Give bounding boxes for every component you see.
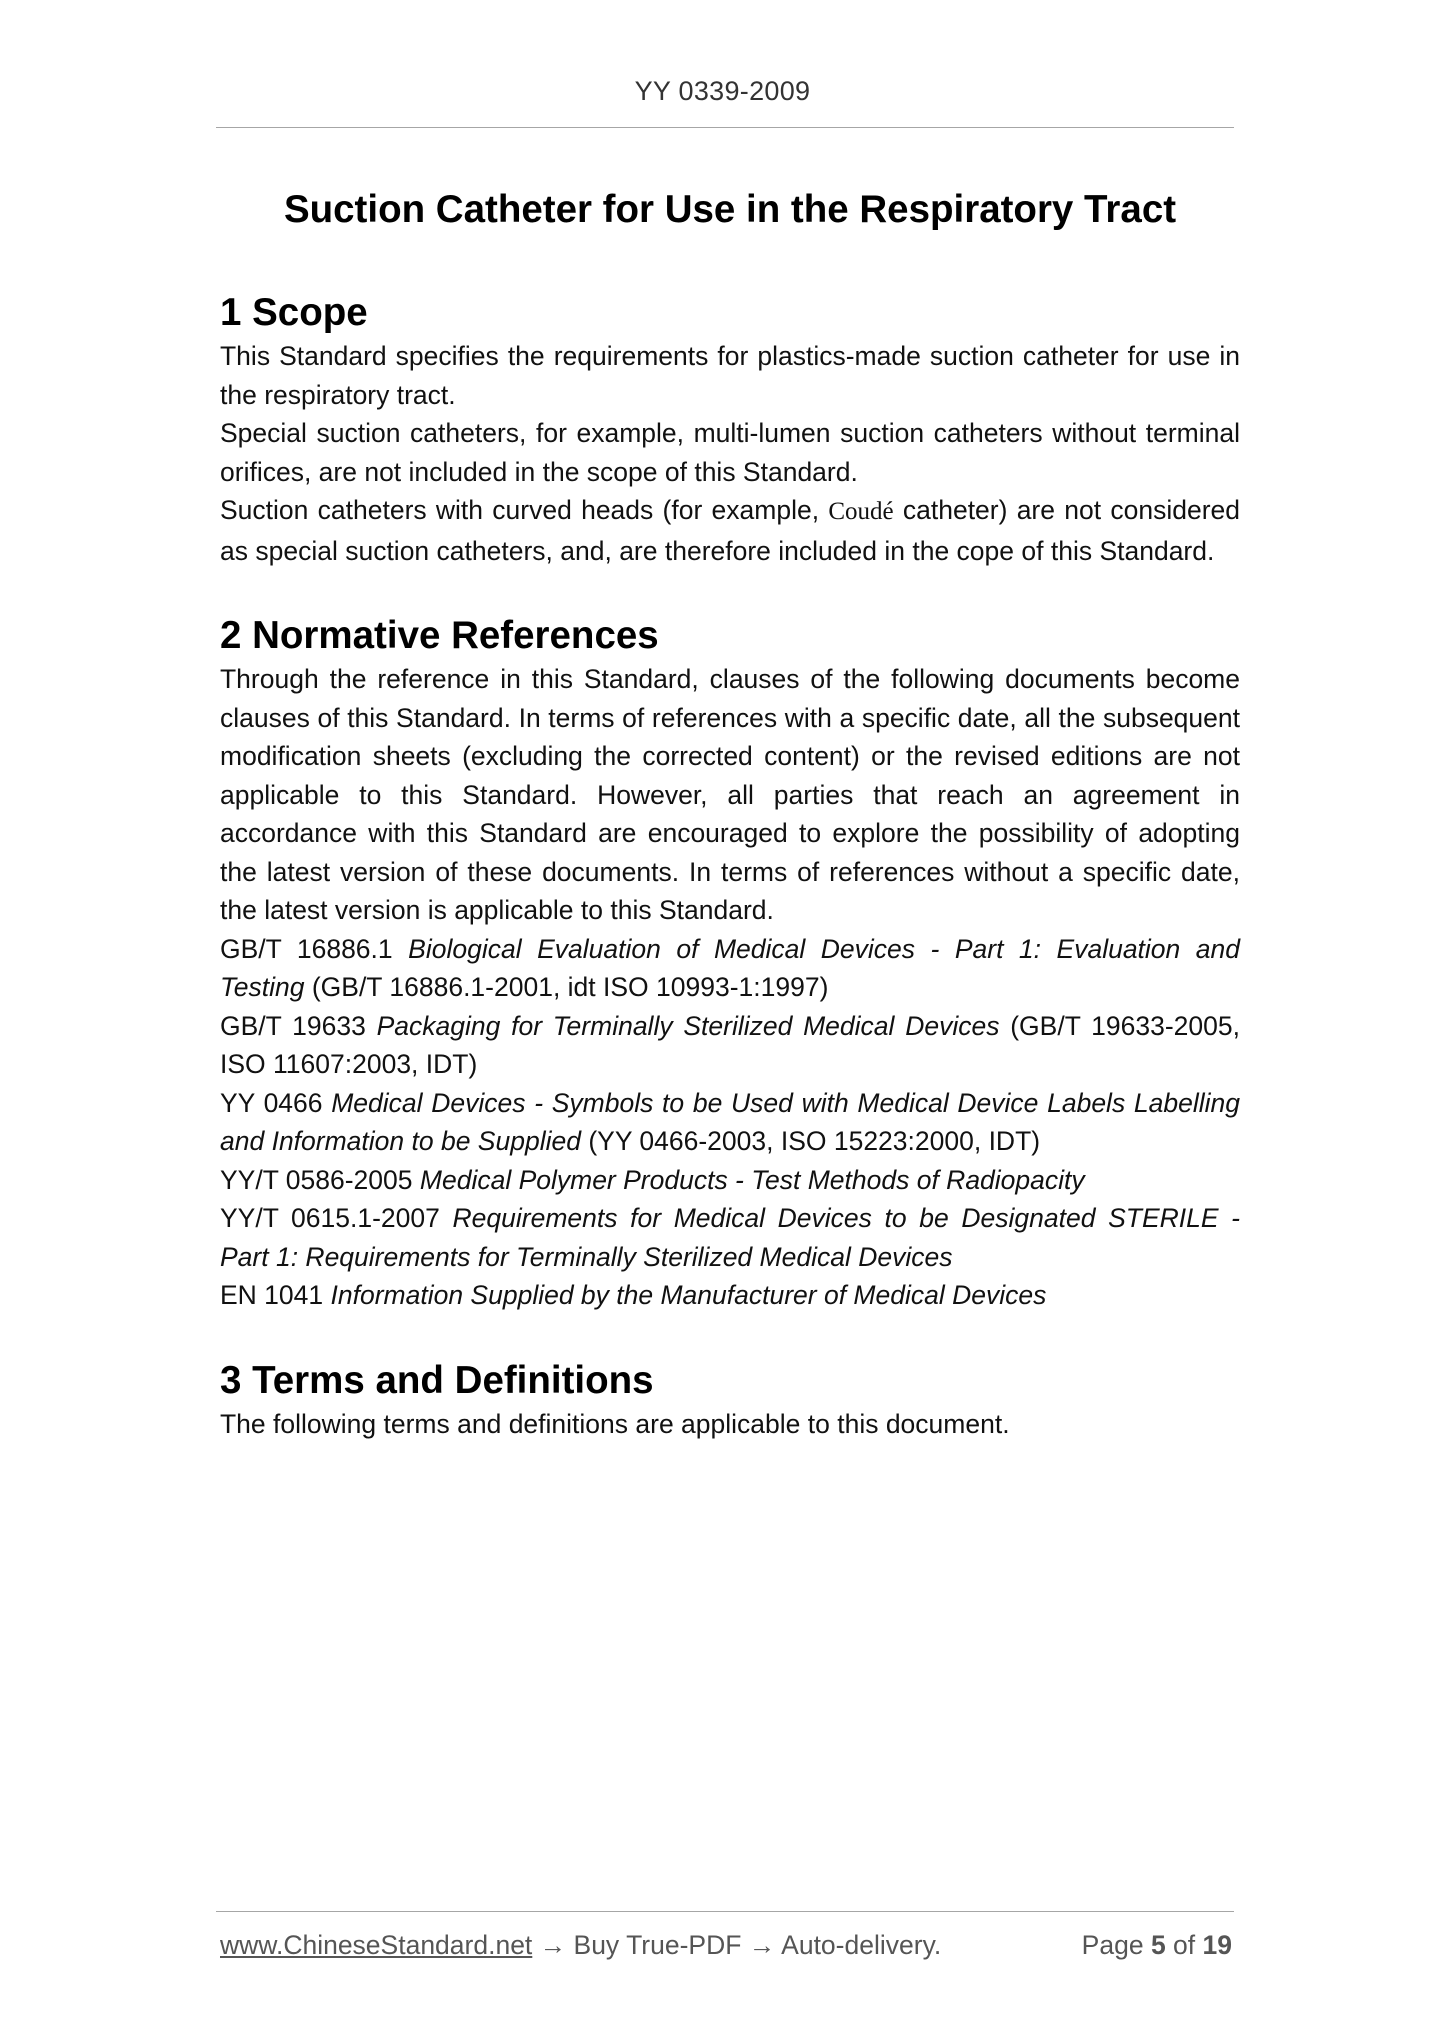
reference-code: YY 0466 [220, 1087, 332, 1118]
reference-title: Biological Evaluation of Medical Devices - Part 1: Evaluation and Testing [220, 933, 1240, 1003]
reference-code: EN 1041 [220, 1280, 331, 1311]
page-content [220, 176, 1240, 1444]
normative-intro: Through the reference in this Standard, clauses of the following documents become clauses of this Standard. In terms of references with a specific date, all the subsequent modification sheets (excluding the corrected content) or the revised editions are not applicable to this Standard. However, all parties that reach an agreement in accordance with this Standard are encouraged to explore the possibility of adopting the latest version of these documents. In terms of references without a specific date, the latest version is applicable to this Standard. [220, 664, 1240, 926]
reference-title: Requirements for Medical Devices to be Designated STERILE - Part 1: Requirements for Terminally Sterilized Medical Devices [220, 1203, 1240, 1272]
reference-suffix: (YY 0466-2003, ISO 15223:2000, IDT) [580, 1126, 1041, 1157]
scope-paragraph-3 [220, 491, 1240, 570]
header-divider [216, 127, 1234, 128]
section-heading-normative-references: 2 Normative References [220, 614, 659, 658]
page-total: 19 [1202, 1930, 1232, 1960]
reference-item [220, 1084, 1240, 1161]
reference-item [220, 1007, 1240, 1084]
reference-item [220, 1199, 1240, 1276]
scope-paragraph-1: This Standard specifies the requirements for plastics-made suction catheter for use in the respiratory tract. [220, 341, 1240, 410]
reference-suffix: (GB/T 19633-2005, ISO 11607:2003, IDT) [220, 1010, 1241, 1080]
reference-title: Medical Devices - Symbols to be Used with Medical Device Labels Labelling and Information to be Supplied [220, 1087, 1240, 1157]
page-number [1082, 1930, 1232, 1961]
footer-left [220, 1930, 941, 1961]
footer-divider [216, 1911, 1234, 1912]
reference-code: YY/T 0586-2005 [220, 1164, 420, 1195]
scope-p3-lead: Suction catheters with curved heads (for example, [220, 495, 829, 526]
of-label: of [1165, 1930, 1203, 1960]
page-footer [220, 1930, 1232, 1970]
document-title: Suction Catheter for Use in the Respiratory Tract [283, 188, 1177, 231]
scope-p3-rest: catheter) are not considered as special suction catheters, and, are therefore included in the cope of this Standard. [220, 495, 1240, 566]
page-label: Page [1081, 1930, 1151, 1960]
section-heading-terms-definitions: 3 Terms and Definitions [220, 1358, 654, 1402]
scope-paragraph-2: Special suction catheters, for example, multi-lumen suction catheters without terminal orifices, are not included in the scope of this Standard. [220, 418, 1240, 487]
reference-item [220, 930, 1240, 1007]
reference-code: YY/T 0615.1-2007 [220, 1203, 453, 1234]
section-heading-scope: 1 Scope [220, 291, 368, 335]
footer-tagline: → Buy True-PDF → Auto-delivery. [532, 1930, 942, 1960]
page-current: 5 [1150, 1930, 1166, 1960]
reference-code: GB/T 19633 [220, 1010, 377, 1041]
terms-intro: The following terms and definitions are applicable to this document. [220, 1409, 1010, 1439]
reference-item [220, 1276, 1240, 1315]
header-standard-code: YY 0339-2009 [634, 76, 811, 106]
reference-title: Information Supplied by the Manufacturer of Medical Devices [330, 1280, 1047, 1311]
reference-title: Medical Polymer Products - Test Methods of Radiopacity [419, 1164, 1085, 1195]
reference-code: GB/T 16886.1 [220, 933, 409, 964]
reference-item [220, 1161, 1240, 1200]
reference-title: Packaging for Terminally Sterilized Medical Devices [376, 1010, 1000, 1041]
coude-term: Coudé [828, 498, 894, 526]
website-link[interactable]: www.ChineseStandard.net [220, 1930, 533, 1960]
reference-suffix: (GB/T 16886.1-2001, idt ISO 10993-1:1997) [304, 972, 829, 1003]
